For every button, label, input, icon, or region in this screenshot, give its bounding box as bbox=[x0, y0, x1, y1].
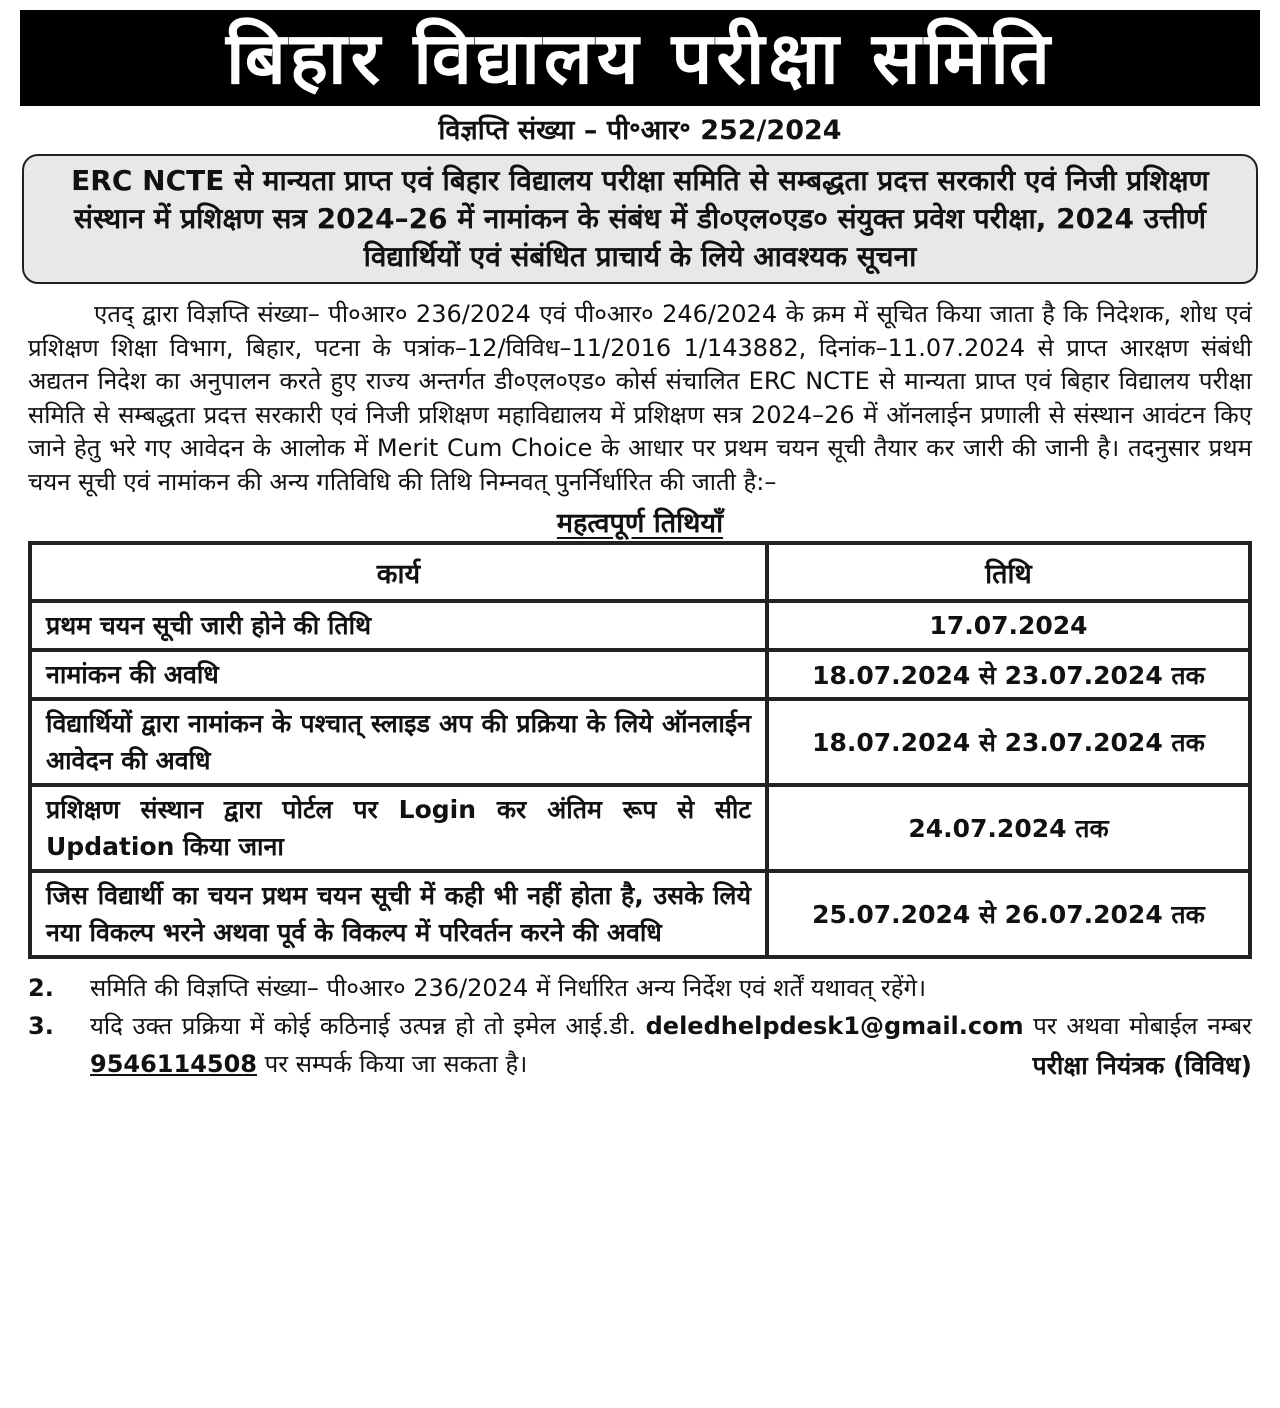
task-cell: विद्यार्थियों द्वारा नामांकन के पश्चात् स्लाइड अप की प्रक्रिया के लिये ऑनलाईन आवेदन की अवधि bbox=[30, 699, 767, 785]
date-cell: 17.07.2024 bbox=[767, 601, 1250, 650]
note-text: समिति की विज्ञप्ति संख्या– पी०आर० 236/2024 में निर्धारित अन्य निर्देश एवं शर्तें यथावत् रहेंगे। bbox=[90, 974, 927, 1002]
board-title-banner: बिहार विद्यालय परीक्षा समिति bbox=[20, 10, 1260, 106]
table-row bbox=[30, 871, 1250, 957]
notes-section bbox=[28, 969, 1252, 1085]
note-3-intro: यदि उक्त प्रक्रिया में कोई कठिनाई उत्पन्न हो तो इमेल आई.डी. bbox=[90, 1012, 636, 1040]
important-dates-title: महत्वपूर्ण तिथियाँ bbox=[556, 508, 724, 539]
table-row bbox=[30, 650, 1250, 699]
date-cell: 18.07.2024 से 23.07.2024 तक bbox=[767, 650, 1250, 699]
table-row bbox=[30, 601, 1250, 650]
notice-number: विज्ञप्ति संख्या – पी॰आर॰ 252/2024 bbox=[438, 115, 842, 146]
header-task: कार्य bbox=[30, 543, 767, 601]
date-cell: 25.07.2024 से 26.07.2024 तक bbox=[767, 871, 1250, 957]
subject-box: ERC NCTE से मान्यता प्राप्त एवं बिहार विद्यालय परीक्षा समिति से सम्बद्धता प्रदत्त सरकारी एवं निजी प्रशिक्षण संस्थान में प्रशिक्षण सत्र 2024–26 में नामांकन के संबंध में डी०एल०एड० संयुक्त प्रवेश परीक्षा, 2024 उत्तीर्ण विद्यार्थियों एवं संबंधित प्राचार्य के लिये आवश्यक सूचना bbox=[22, 154, 1258, 284]
note-3-end: पर सम्पर्क किया जा सकता है। bbox=[264, 1050, 528, 1078]
table-row bbox=[30, 699, 1250, 785]
note-number: 3. bbox=[28, 1012, 54, 1040]
date-cell: 18.07.2024 से 23.07.2024 तक bbox=[767, 699, 1250, 785]
table-header-row bbox=[30, 543, 1250, 601]
header-date: तिथि bbox=[767, 543, 1250, 601]
important-dates-heading bbox=[28, 503, 1252, 537]
date-cell: 24.07.2024 तक bbox=[767, 785, 1250, 871]
notice-body: एतद् द्वारा विज्ञप्ति संख्या– पी०आर० 236/2024 एवं पी०आर० 246/2024 के क्रम में सूचित किया जाता है कि निदेशक, शोध एवं प्रशिक्षण शिक्षा विभाग, बिहार, पटना के पत्रांक–12/विविध–11/2016 1/143882, दिनांक–11.07.2024 से प्राप्त आरक्षण संबंधी अद्यतन निदेश का अनुपालन करते हुए राज्य अन्तर्गत डी०एल०एड० कोर्स संचालित ERC NCTE से मान्यता प्राप्त एवं बिहार विद्यालय परीक्षा समिति से सम्बद्धता प्रदत्त सरकारी एवं निजी प्रशिक्षण महाविद्यालय में प्रशिक्षण सत्र 2024–26 में ऑनलाईन प्रणाली से संस्थान आवंटन किए जाने हेतु भरे गए आवेदन के आलोक में Merit Cum Choice के आधार पर प्रथम चयन सूची तैयार कर जारी की जानी है। तदनुसार प्रथम चयन सूची एवं नामांकन की अन्य गतिविधि की तिथि निम्नवत् पुनर्निर्धारित की जाती है:– bbox=[28, 300, 1252, 496]
task-cell: नामांकन की अवधि bbox=[30, 650, 767, 699]
note-2 bbox=[28, 969, 1252, 1007]
helpdesk-phone[interactable]: 9546114508 bbox=[90, 1050, 257, 1078]
task-cell: जिस विद्यार्थी का चयन प्रथम चयन सूची में कही भी नहीं होता है, उसके लिये नया विकल्प भरने अथवा पूर्व के विकल्प में परिवर्तन करने की अवधि bbox=[30, 871, 767, 957]
note-number: 2. bbox=[28, 974, 54, 1002]
table-row bbox=[30, 785, 1250, 871]
note-3-middle: पर अथवा मोबाईल नम्बर bbox=[1033, 1012, 1252, 1040]
task-cell: प्रथम चयन सूची जारी होने की तिथि bbox=[30, 601, 767, 650]
important-dates-table bbox=[28, 541, 1252, 959]
task-cell: प्रशिक्षण संस्थान द्वारा पोर्टल पर Login कर अंतिम रूप से सीट Updation किया जाना bbox=[30, 785, 767, 871]
signature-designation: परीक्षा नियंत्रक (विविध) bbox=[1032, 1051, 1252, 1080]
helpdesk-email[interactable]: deledhelpdesk1@gmail.com bbox=[645, 1012, 1024, 1040]
